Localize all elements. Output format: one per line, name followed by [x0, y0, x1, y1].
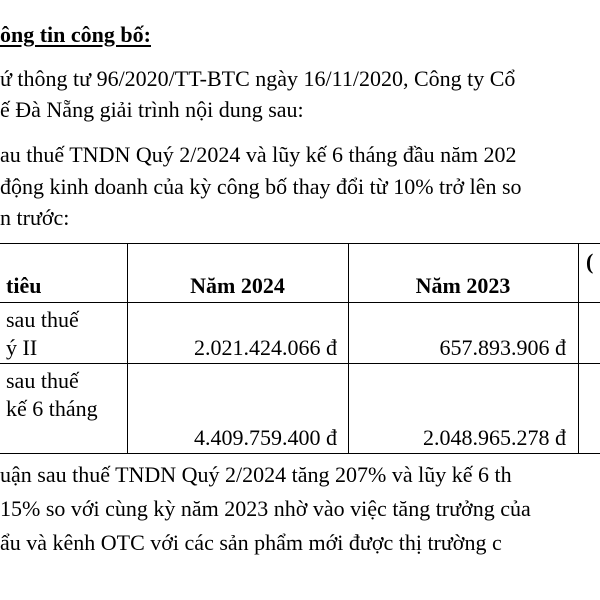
- row-1-label-line-2: ý II: [6, 335, 38, 360]
- row-1-value-2023: 657.893.906 đ: [439, 335, 566, 360]
- header-year-2023: Năm 2023: [415, 273, 511, 298]
- row-1-label-line-1: sau thuế: [6, 307, 79, 332]
- table-rule-top: [0, 243, 600, 244]
- table-col-divider-3: [578, 243, 579, 453]
- table-rule-bottom: [0, 453, 600, 454]
- header-indicator: tiêu: [6, 273, 42, 298]
- conclusion-line-2: 15% so với cùng kỳ năm 2023 nhờ vào việc tăng trưởng của: [0, 496, 531, 521]
- row-2-value-2024: 4.409.759.400 đ: [194, 425, 337, 450]
- header-year-2024: Năm 2024: [190, 273, 285, 298]
- header-extra: (: [586, 249, 594, 274]
- intro-line-2: ế Đà Nẵng giải trình nội dung sau:: [0, 97, 304, 122]
- row-2-value-2023: 2.048.965.278 đ: [423, 425, 566, 450]
- profit-table: [0, 243, 600, 453]
- row-1-value-2024: 2.021.424.066 đ: [194, 335, 337, 360]
- conclusion-line-3: ẩu và kênh OTC với các sản phẩm mới được thị trường c: [0, 530, 502, 555]
- row-2-label-line-1: sau thuế: [6, 368, 79, 393]
- conclusion-line-1: uận sau thuế TNDN Quý 2/2024 tăng 207% và lũy kế 6 th: [0, 462, 512, 487]
- table-rule-row-1: [0, 363, 600, 364]
- disclosure-heading: ông tin công bố:: [0, 22, 151, 47]
- context-line-3: n trước:: [0, 205, 70, 230]
- row-2-label-line-2: kế 6 tháng: [6, 396, 98, 421]
- intro-line-1: ứ thông tư 96/2020/TT-BTC ngày 16/11/2020, Công ty Cổ: [0, 66, 516, 91]
- table-rule-header: [0, 302, 600, 303]
- context-line-2: động kinh doanh của kỳ công bố thay đổi từ 10% trở lên so: [0, 174, 522, 199]
- context-line-1: au thuế TNDN Quý 2/2024 và lũy kế 6 tháng đầu năm 202: [0, 142, 517, 167]
